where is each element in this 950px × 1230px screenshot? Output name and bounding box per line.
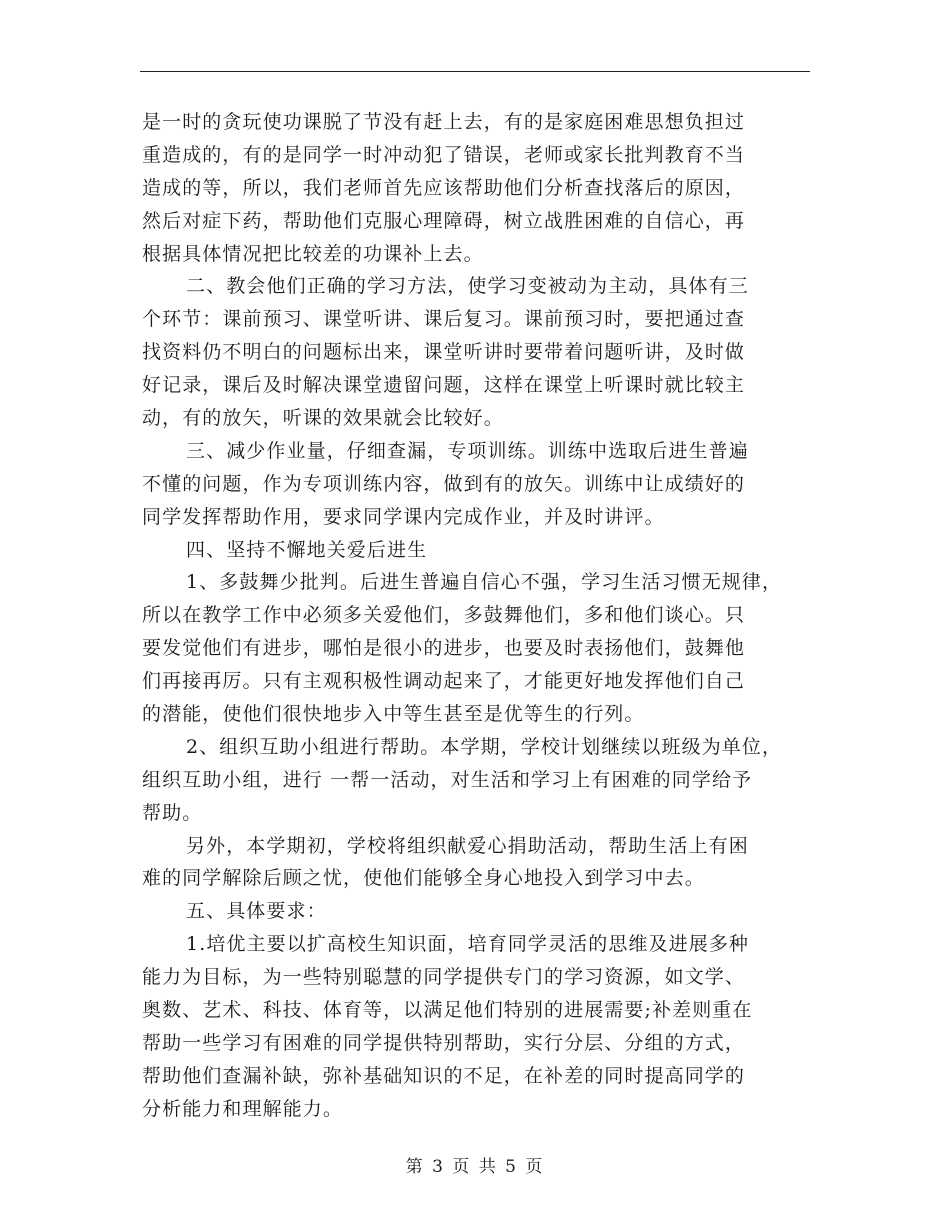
text-line: 帮助一些学习有困难的同学提供特别帮助，实行分层、分组的方式， bbox=[142, 1031, 746, 1054]
text-line: 们再接再厉。只有主观积极性调动起来了，才能更好地发挥他们自己 bbox=[142, 670, 746, 693]
text-line: 二、教会他们正确的学习方法，使学习变被动为主动，具体有三 bbox=[186, 275, 749, 298]
text-line: 动，有的放矢，听课的效果就会比较好。 bbox=[142, 407, 504, 430]
text-line: 不懂的问题，作为专项训练内容，做到有的放矢。训练中让成绩好的 bbox=[142, 472, 746, 495]
text-line: 2、组织互助小组进行帮助。本学期，学校计划继续以班级为单位， bbox=[186, 735, 783, 758]
text-line: 好记录，课后及时解决课堂遗留问题，这样在课堂上听课时就比较主 bbox=[142, 374, 746, 397]
text-line: 是一时的贪玩使功课脱了节没有赶上去，有的是家庭困难思想负担过 bbox=[142, 111, 746, 133]
text-line: 组织互助小组，进行 一帮一活动，对生活和学习上有困难的同学给予 bbox=[142, 768, 753, 791]
text-line: 奥数、艺术、科技、体育等，以满足他们特别的进展需要;补差则重在 bbox=[142, 999, 753, 1022]
text-line: 重造成的，有的是同学一时冲动犯了错误，老师或家长批判教育不当 bbox=[142, 143, 746, 166]
text-line: 要发觉他们有进步，哪怕是很小的进步，也要及时表扬他们，鼓舞他 bbox=[142, 637, 746, 660]
text-line: 根据具体情况把比较差的功课补上去。 bbox=[142, 242, 484, 265]
text-line: 找资料仍不明白的问题标出来，课堂听讲时要带着问题听讲，及时做 bbox=[142, 341, 746, 364]
text-line: 四、坚持不懈地关爱后进生 bbox=[186, 538, 428, 561]
text-line: 帮助他们查漏补缺，弥补基础知识的不足，在补差的同时提高同学的 bbox=[142, 1064, 746, 1087]
text-line: 五、具体要求： bbox=[186, 900, 327, 923]
text-line: 另外，本学期初，学校将组织献爱心捐助活动，帮助生活上有困 bbox=[186, 834, 749, 857]
text-line: 所以在教学工作中必须多关爱他们，多鼓舞他们，多和他们谈心。只 bbox=[142, 604, 746, 627]
text-line: 造成的等，所以，我们老师首先应该帮助他们分析查找落后的原因， bbox=[142, 176, 746, 199]
text-line: 同学发挥帮助作用，要求同学课内完成作业，并及时讲评。 bbox=[142, 505, 665, 528]
text-line: 的潜能，使他们很快地步入中等生甚至是优等生的行列。 bbox=[142, 703, 645, 726]
text-line: 三、减少作业量，仔细查漏，专项训练。训练中选取后进生普遍 bbox=[186, 439, 749, 462]
text-line: 难的同学解除后顾之忧，使他们能够全身心地投入到学习中去。 bbox=[142, 867, 705, 890]
document-body bbox=[142, 106, 822, 1126]
page-number-footer: 第 3 页 共 5 页 bbox=[405, 1157, 545, 1177]
text-line: 然后对症下药，帮助他们克服心理障碍，树立战胜困难的自信心，再 bbox=[142, 209, 746, 232]
text-line: 个环节：课前预习、课堂听讲、课后复习。课前预习时，要把通过查 bbox=[142, 308, 746, 331]
text-line: 能力为目标，为一些特别聪慧的同学提供专门的学习资源，如文学、 bbox=[142, 966, 746, 989]
text-line: 1、多鼓舞少批判。后进生普遍自信心不强，学习生活习惯无规律， bbox=[186, 571, 783, 594]
text-line: 帮助。 bbox=[142, 801, 203, 824]
text-line: 1.培优主要以扩高校生知识面，培育同学灵活的思维及进展多种 bbox=[186, 933, 750, 956]
header-rule bbox=[140, 71, 810, 72]
text-line: 分析能力和理解能力。 bbox=[142, 1097, 344, 1120]
